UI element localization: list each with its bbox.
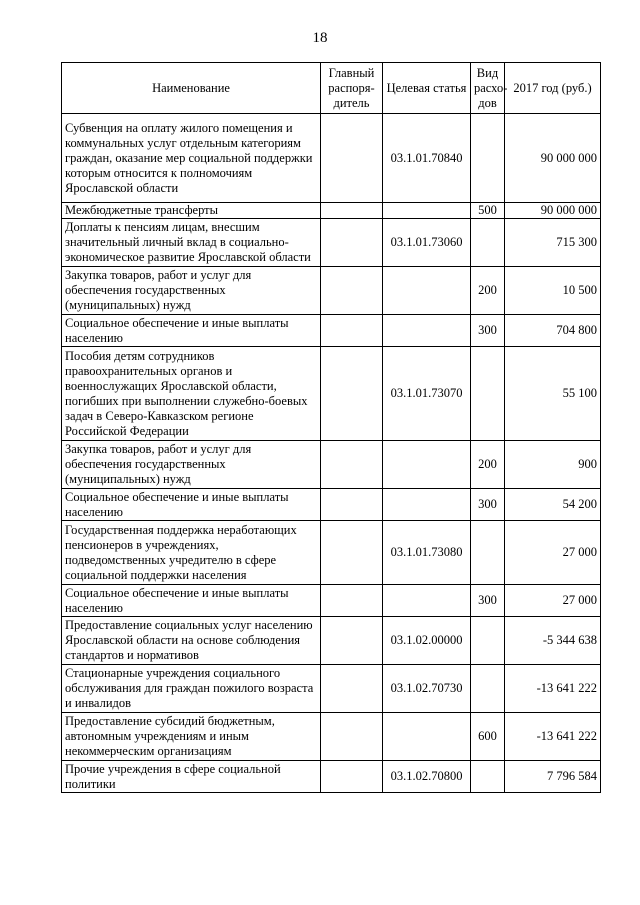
cell-admin xyxy=(321,347,383,441)
table-header xyxy=(62,63,601,114)
cell-target-item: 03.1.01.73060 xyxy=(383,219,471,267)
cell-admin xyxy=(321,219,383,267)
cell-admin xyxy=(321,713,383,761)
cell-expense-type: 300 xyxy=(471,489,505,521)
cell-target-item xyxy=(383,489,471,521)
cell-expense-type xyxy=(471,521,505,585)
cell-expense-type xyxy=(471,219,505,267)
cell-admin xyxy=(321,521,383,585)
cell-target-item: 03.1.02.70800 xyxy=(383,761,471,793)
table-row xyxy=(62,267,601,315)
cell-expense-type xyxy=(471,665,505,713)
table-row xyxy=(62,761,601,793)
table-row xyxy=(62,521,601,585)
table-row xyxy=(62,203,601,219)
cell-expense-type xyxy=(471,761,505,793)
cell-amount: 90 000 000 xyxy=(505,114,601,203)
cell-admin xyxy=(321,585,383,617)
cell-amount: 900 xyxy=(505,441,601,489)
header-admin: Главный распоря-дитель xyxy=(321,63,383,114)
cell-amount: -5 344 638 xyxy=(505,617,601,665)
table-body xyxy=(62,114,601,793)
table-row xyxy=(62,315,601,347)
cell-amount: 54 200 xyxy=(505,489,601,521)
cell-target-item: 03.1.02.00000 xyxy=(383,617,471,665)
cell-admin xyxy=(321,665,383,713)
cell-target-item xyxy=(383,267,471,315)
cell-amount: 10 500 xyxy=(505,267,601,315)
budget-table xyxy=(61,62,601,793)
table-row xyxy=(62,347,601,441)
cell-admin xyxy=(321,761,383,793)
cell-expense-type xyxy=(471,347,505,441)
cell-admin xyxy=(321,617,383,665)
cell-target-item xyxy=(383,585,471,617)
cell-name: Государственная поддержка неработающих пенсионеров в учреждениях, подведомственных учредителю в сфере социальной поддержки населения xyxy=(62,521,321,585)
cell-target-item: 03.1.01.70840 xyxy=(383,114,471,203)
cell-expense-type xyxy=(471,617,505,665)
table-row xyxy=(62,219,601,267)
cell-expense-type: 200 xyxy=(471,267,505,315)
cell-target-item xyxy=(383,315,471,347)
header-row xyxy=(62,63,601,114)
header-item: Целевая статья xyxy=(383,63,471,114)
table-row xyxy=(62,585,601,617)
table-row xyxy=(62,114,601,203)
cell-name: Пособия детям сотрудников правоохранительных органов и военнослужащих Ярославской области, погибших при выполнении служебно-боевых задач в Северо-Кавказском регионе Российской Федерации xyxy=(62,347,321,441)
cell-name: Предоставление социальных услуг населению Ярославской области на основе соблюдения стандартов и нормативов xyxy=(62,617,321,665)
cell-name: Предоставление субсидий бюджетным, автономным учреждениям и иным некоммерческим организациям xyxy=(62,713,321,761)
header-amount: 2017 год (руб.) xyxy=(505,63,601,114)
cell-amount: 715 300 xyxy=(505,219,601,267)
cell-expense-type: 600 xyxy=(471,713,505,761)
cell-amount: 27 000 xyxy=(505,521,601,585)
cell-amount: 704 800 xyxy=(505,315,601,347)
cell-target-item xyxy=(383,203,471,219)
table-row xyxy=(62,617,601,665)
cell-name: Закупка товаров, работ и услуг для обеспечения государственных (муниципальных) нужд xyxy=(62,441,321,489)
cell-expense-type xyxy=(471,114,505,203)
cell-amount: -13 641 222 xyxy=(505,665,601,713)
table-row xyxy=(62,665,601,713)
cell-amount: 7 796 584 xyxy=(505,761,601,793)
cell-admin xyxy=(321,489,383,521)
cell-admin xyxy=(321,114,383,203)
cell-admin xyxy=(321,441,383,489)
cell-amount: 27 000 xyxy=(505,585,601,617)
cell-target-item xyxy=(383,441,471,489)
cell-expense-type: 200 xyxy=(471,441,505,489)
cell-target-item: 03.1.02.70730 xyxy=(383,665,471,713)
cell-name: Социальное обеспечение и иные выплаты населению xyxy=(62,315,321,347)
cell-target-item: 03.1.01.73070 xyxy=(383,347,471,441)
cell-name: Социальное обеспечение и иные выплаты населению xyxy=(62,489,321,521)
cell-amount: -13 641 222 xyxy=(505,713,601,761)
table-row xyxy=(62,713,601,761)
cell-admin xyxy=(321,267,383,315)
page-number: 18 xyxy=(312,30,328,46)
cell-name: Прочие учреждения в сфере социальной политики xyxy=(62,761,321,793)
cell-name: Межбюджетные трансферты xyxy=(62,203,321,219)
cell-target-item: 03.1.01.73080 xyxy=(383,521,471,585)
cell-expense-type: 300 xyxy=(471,315,505,347)
table-row xyxy=(62,489,601,521)
cell-admin xyxy=(321,203,383,219)
header-expense-type: Вид расхо-дов xyxy=(471,63,505,114)
cell-name: Закупка товаров, работ и услуг для обеспечения государственных (муниципальных) нужд xyxy=(62,267,321,315)
cell-name: Доплаты к пенсиям лицам, внесшим значительный личный вклад в социально-экономическое развитие Ярославской области xyxy=(62,219,321,267)
cell-admin xyxy=(321,315,383,347)
table-row xyxy=(62,441,601,489)
cell-expense-type: 500 xyxy=(471,203,505,219)
cell-name: Социальное обеспечение и иные выплаты населению xyxy=(62,585,321,617)
cell-target-item xyxy=(383,713,471,761)
cell-name: Стационарные учреждения социального обслуживания для граждан пожилого возраста и инвалидов xyxy=(62,665,321,713)
cell-amount: 90 000 000 xyxy=(505,203,601,219)
cell-name: Субвенция на оплату жилого помещения и коммунальных услуг отдельным категориям граждан, оказание мер социальной поддержки которым относится к полномочиям Ярославской области xyxy=(62,114,321,203)
header-name: Наименование xyxy=(62,63,321,114)
cell-expense-type: 300 xyxy=(471,585,505,617)
cell-amount: 55 100 xyxy=(505,347,601,441)
